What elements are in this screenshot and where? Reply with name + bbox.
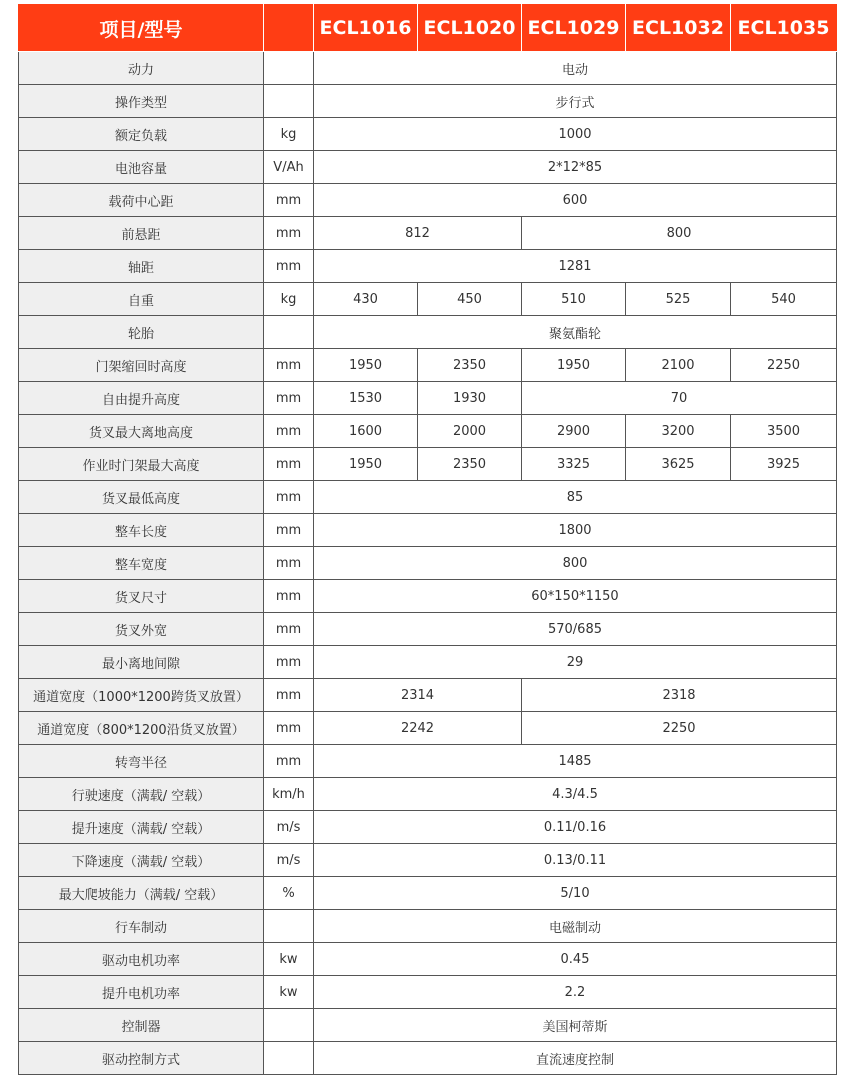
spec-unit-cell [264,1042,314,1075]
spec-value-cell: 1000 [314,118,837,151]
spec-value-cell: 1281 [314,250,837,283]
table-row [19,382,837,415]
spec-unit-cell: mm [264,349,314,382]
spec-unit-cell [264,85,314,118]
spec-name-cell: 电池容量 [19,151,264,184]
table-row [19,514,837,547]
spec-unit-cell: mm [264,184,314,217]
spec-unit-cell: mm [264,613,314,646]
spec-name-cell: 作业时门架最大高度 [19,448,264,481]
spec-unit-cell: kw [264,976,314,1009]
spec-unit-cell: mm [264,745,314,778]
spec-value-cell: 步行式 [314,85,837,118]
table-row [19,1009,837,1042]
spec-value-cell: 1950 [522,349,626,382]
spec-value-cell: 1950 [314,448,418,481]
table-row [19,118,837,151]
table-row [19,976,837,1009]
spec-value-cell: 3625 [626,448,731,481]
spec-value-cell: 3200 [626,415,731,448]
spec-value-cell: 4.3/4.5 [314,778,837,811]
spec-value-cell: 0.45 [314,943,837,976]
spec-unit-cell: mm [264,250,314,283]
spec-unit-cell [264,52,314,85]
spec-value-cell: 29 [314,646,837,679]
spec-unit-cell: mm [264,382,314,415]
spec-table [18,4,837,1075]
spec-value-cell: 3500 [731,415,837,448]
spec-value-cell: 2.2 [314,976,837,1009]
table-row [19,1042,837,1075]
spec-value-cell: 0.11/0.16 [314,811,837,844]
spec-unit-cell: mm [264,514,314,547]
table-row [19,943,837,976]
table-row [19,481,837,514]
spec-value-cell: 2100 [626,349,731,382]
spec-value-cell: 510 [522,283,626,316]
spec-name-cell: 提升电机功率 [19,976,264,1009]
table-row [19,151,837,184]
spec-value-cell: 直流速度控制 [314,1042,837,1075]
spec-unit-cell: m/s [264,844,314,877]
spec-value-cell: 2350 [418,349,522,382]
spec-value-cell: 美国柯蒂斯 [314,1009,837,1042]
spec-unit-cell: m/s [264,811,314,844]
table-row [19,415,837,448]
spec-value-cell: 2350 [418,448,522,481]
spec-value-cell: 2000 [418,415,522,448]
table-row [19,646,837,679]
table-row [19,448,837,481]
spec-unit-cell [264,1009,314,1042]
spec-name-cell: 货叉最大离地高度 [19,415,264,448]
spec-unit-cell: mm [264,646,314,679]
spec-name-cell: 额定负载 [19,118,264,151]
table-row [19,910,837,943]
table-row [19,712,837,745]
spec-value-cell: 812 [314,217,522,250]
spec-unit-cell [264,316,314,349]
spec-unit-cell: mm [264,448,314,481]
spec-value-cell: 570/685 [314,613,837,646]
spec-table-body [19,52,837,1075]
spec-value-cell: 1530 [314,382,418,415]
spec-value-cell: 聚氨酯轮 [314,316,837,349]
spec-value-cell: 800 [522,217,837,250]
header-model-ecl1032: ECL1032 [626,5,731,52]
spec-value-cell: 60*150*1150 [314,580,837,613]
header-row [19,5,837,52]
header-model-ecl1020: ECL1020 [418,5,522,52]
spec-name-cell: 行车制动 [19,910,264,943]
spec-name-cell: 轴距 [19,250,264,283]
spec-unit-cell: mm [264,580,314,613]
header-model-ecl1029: ECL1029 [522,5,626,52]
spec-value-cell: 540 [731,283,837,316]
spec-value-cell: 3925 [731,448,837,481]
spec-value-cell: 0.13/0.11 [314,844,837,877]
spec-name-cell: 轮胎 [19,316,264,349]
spec-value-cell: 2314 [314,679,522,712]
spec-value-cell: 800 [314,547,837,580]
table-row [19,316,837,349]
spec-value-cell: 600 [314,184,837,217]
spec-unit-cell [264,910,314,943]
spec-value-cell: 70 [522,382,837,415]
spec-name-cell: 货叉外宽 [19,613,264,646]
spec-value-cell: 1800 [314,514,837,547]
header-model-ecl1016: ECL1016 [314,5,418,52]
spec-unit-cell: mm [264,217,314,250]
spec-name-cell: 转弯半径 [19,745,264,778]
spec-name-cell: 行驶速度（满载/ 空载） [19,778,264,811]
table-row [19,250,837,283]
spec-value-cell: 2242 [314,712,522,745]
header-unit [264,5,314,52]
spec-name-cell: 通道宽度（1000*1200跨货叉放置） [19,679,264,712]
spec-unit-cell: mm [264,712,314,745]
spec-name-cell: 驱动电机功率 [19,943,264,976]
spec-unit-cell: % [264,877,314,910]
spec-name-cell: 通道宽度（800*1200沿货叉放置） [19,712,264,745]
spec-value-cell: 450 [418,283,522,316]
spec-name-cell: 动力 [19,52,264,85]
spec-unit-cell: kg [264,283,314,316]
spec-value-cell: 430 [314,283,418,316]
table-row [19,184,837,217]
table-row [19,877,837,910]
spec-value-cell: 85 [314,481,837,514]
table-row [19,349,837,382]
header-model-ecl1035: ECL1035 [731,5,837,52]
spec-unit-cell: mm [264,415,314,448]
spec-name-cell: 提升速度（满载/ 空载） [19,811,264,844]
spec-value-cell: 1950 [314,349,418,382]
spec-value-cell: 1930 [418,382,522,415]
spec-name-cell: 下降速度（满载/ 空载） [19,844,264,877]
table-row [19,547,837,580]
spec-value-cell: 2250 [522,712,837,745]
spec-name-cell: 货叉尺寸 [19,580,264,613]
spec-name-cell: 货叉最低高度 [19,481,264,514]
table-row [19,811,837,844]
spec-value-cell: 2250 [731,349,837,382]
spec-value-cell: 3325 [522,448,626,481]
table-row [19,745,837,778]
spec-value-cell: 2900 [522,415,626,448]
spec-value-cell: 1600 [314,415,418,448]
spec-name-cell: 控制器 [19,1009,264,1042]
spec-name-cell: 自由提升高度 [19,382,264,415]
spec-unit-cell: mm [264,481,314,514]
spec-unit-cell: kw [264,943,314,976]
spec-name-cell: 自重 [19,283,264,316]
spec-unit-cell: mm [264,679,314,712]
spec-value-cell: 2*12*85 [314,151,837,184]
spec-unit-cell: mm [264,547,314,580]
spec-unit-cell: kg [264,118,314,151]
table-row [19,613,837,646]
spec-name-cell: 最大爬坡能力（满载/ 空载） [19,877,264,910]
spec-name-cell: 前悬距 [19,217,264,250]
spec-name-cell: 整车宽度 [19,547,264,580]
spec-value-cell: 电磁制动 [314,910,837,943]
spec-value-cell: 电动 [314,52,837,85]
table-row [19,217,837,250]
spec-table-header [19,5,837,52]
spec-value-cell: 5/10 [314,877,837,910]
table-row [19,844,837,877]
table-row [19,85,837,118]
spec-name-cell: 驱动控制方式 [19,1042,264,1075]
spec-value-cell: 1485 [314,745,837,778]
table-row [19,679,837,712]
spec-name-cell: 门架缩回时高度 [19,349,264,382]
spec-name-cell: 载荷中心距 [19,184,264,217]
spec-value-cell: 525 [626,283,731,316]
table-row [19,778,837,811]
table-row [19,52,837,85]
spec-name-cell: 整车长度 [19,514,264,547]
table-row [19,283,837,316]
spec-value-cell: 2318 [522,679,837,712]
spec-name-cell: 操作类型 [19,85,264,118]
header-item-model: 项目/型号 [19,5,264,52]
spec-unit-cell: V/Ah [264,151,314,184]
spec-name-cell: 最小离地间隙 [19,646,264,679]
spec-unit-cell: km/h [264,778,314,811]
table-row [19,580,837,613]
